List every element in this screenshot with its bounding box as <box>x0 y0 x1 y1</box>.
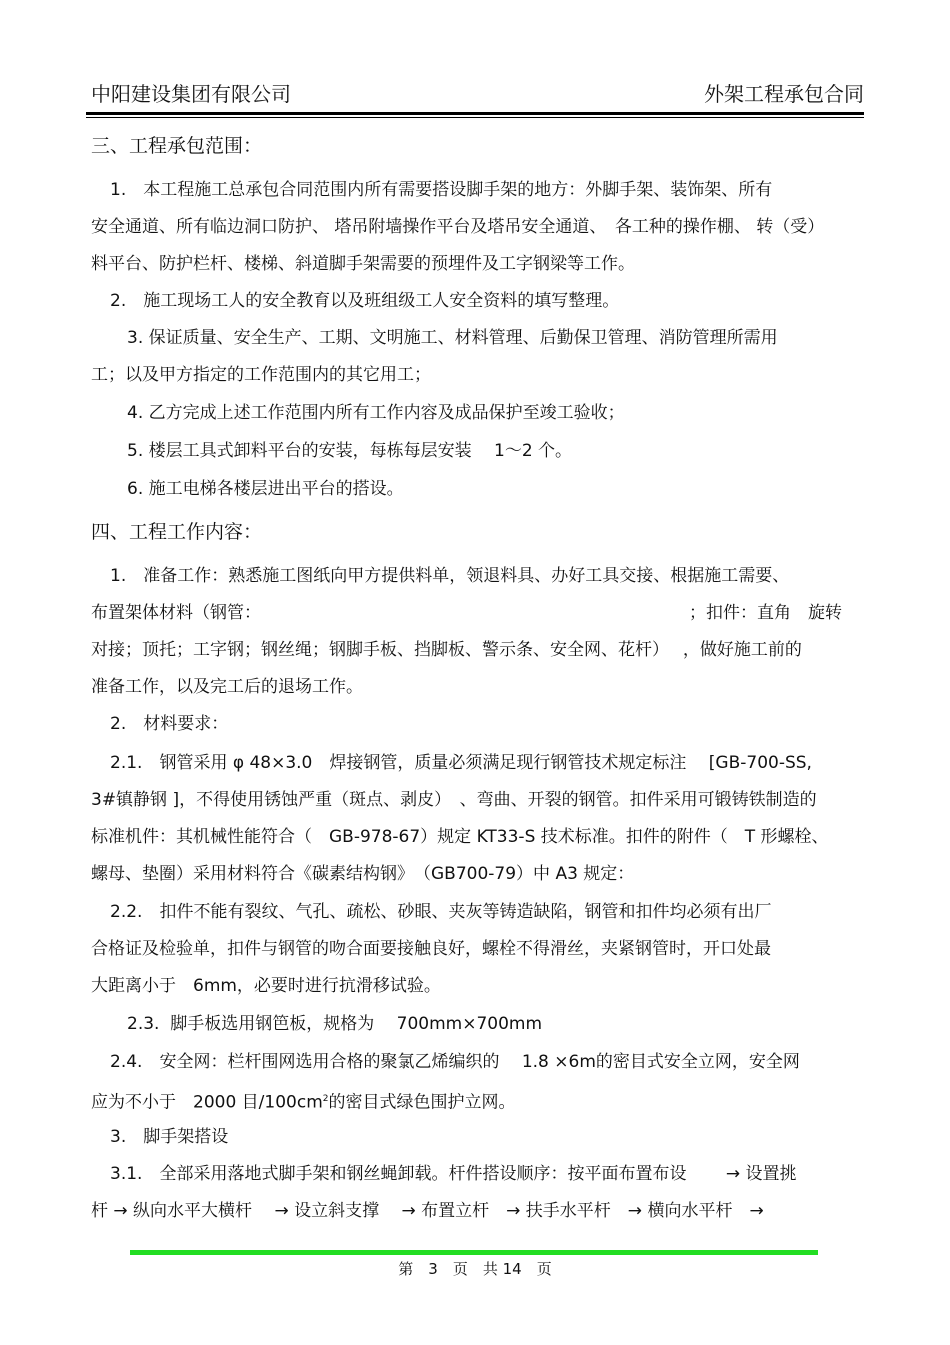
header-rule-thin <box>86 117 864 118</box>
sec4-line-12: 大距离小于 6mm，必要时进行抗滑移试验。 <box>91 976 441 996</box>
sec4-line-14: 2.4. 安全网：栏杆围网选用合格的聚氯乙烯编织的 1.8 ×6m的密目式安全立网，安全网 <box>110 1052 800 1072</box>
sec4-line-8: 标准机件：其机械性能符合（ GB-978-67）规定 KT33-S 技术标准。扣件的附件（ T 形螺栓、 <box>91 827 829 847</box>
sec3-line-5: 3. 保证质量、安全生产、工期、文明施工、材料管理、后勤保卫管理、消防管理所需用 <box>127 328 778 348</box>
sec4-line-10: 2.2. 扣件不能有裂纹、气孔、疏松、砂眼、夹灰等铸造缺陷，钢管和扣件均必须有出厂 <box>110 902 772 922</box>
sec4-line-13: 2.3. 脚手板选用钢笆板，规格为 700mm×700mm <box>127 1014 543 1034</box>
sec3-line-1: 1. 本工程施工总承包合同范围内所有需要搭设脚手架的地方：外脚手架、装饰架、所有 <box>110 180 773 200</box>
sec4-line-5: 2. 材料要求： <box>110 714 229 734</box>
header-rule-thick <box>86 112 864 115</box>
sec3-line-9: 6. 施工电梯各楼层进出平台的搭设。 <box>127 479 404 499</box>
sec4-line-15 <box>91 1088 515 1114</box>
sec4-line-17: 3.1. 全部采用落地式脚手架和钢丝蝇卸载。杆件搭设顺序：按平面布置布设 → 设置挑 <box>110 1164 797 1184</box>
sec4-line-4: 准备工作，以及完工后的退场工作。 <box>91 677 363 697</box>
sec4-line-7: 3#镇静钢 ]，不得使用锈蚀严重（斑点、剥皮） 、弯曲、开裂的钢管。扣件采用可锻铸铁制造的 <box>91 790 817 810</box>
sec4-line-18: 杆 → 纵向水平大横杆 → 设立斜支撑 → 布置立杆 → 扶手水平杆 → 横向水平杆 → <box>91 1201 764 1221</box>
section-3-heading: 三、工程承包范围： <box>91 135 263 157</box>
page-number: 第 3 页 共 14 页 <box>398 1260 552 1278</box>
footer-rule <box>130 1250 818 1255</box>
sec3-line-4: 2. 施工现场工人的安全教育以及班组级工人安全资料的填写整理。 <box>110 291 620 311</box>
sec4-line-16: 3. 脚手架搭设 <box>110 1127 229 1147</box>
header-doc-title: 外架工程承包合同 <box>704 82 864 106</box>
sec3-line-8: 5. 楼层工具式卸料平台的安装，每栋每层安装 1～2 个。 <box>127 441 573 461</box>
sec3-line-6: 工；以及甲方指定的工作范围内的其它用工； <box>91 365 431 385</box>
sec4-line-2b: ；扣件：直角 旋转 <box>689 603 842 623</box>
sec4-line-6: 2.1. 钢管采用 φ 48×3.0 焊接钢管，质量必须满足现行钢管技术规定标注 [GB-700-SS, <box>110 753 812 773</box>
sec4-line-2a: 布置架体材料（钢管： <box>91 603 261 623</box>
page-header <box>91 78 864 108</box>
sec4-line-15b: 的密目式绿色围护立网。 <box>328 1092 516 1113</box>
sec4-line-3: 对接；顶托；工字钢；钢丝绳；钢脚手板、挡脚板、警示条、安全网、花杆） ，做好施工前的 <box>91 640 802 660</box>
sec4-line-11: 合格证及检验单，扣件与钢管的吻合面要接触良好，螺栓不得滑丝，夹紧钢管时，开口处最 <box>91 939 771 959</box>
superscript-2: 2 <box>322 1094 329 1104</box>
section-4-heading: 四、工程工作内容： <box>91 521 263 543</box>
sec3-line-2: 安全通道、所有临边洞口防护、 塔吊附墙操作平台及塔吊安全通道、 各工种的操作棚、 转（受） <box>91 217 825 237</box>
sec3-line-3: 料平台、防护栏杆、楼梯、斜道脚手架需要的预埋件及工字钢梁等工作。 <box>91 254 635 274</box>
sec3-line-7: 4. 乙方完成上述工作范围内所有工作内容及成品保护至竣工验收； <box>127 403 625 423</box>
sec4-line-15a: 应为不小于 2000 目/100cm <box>91 1092 323 1113</box>
header-company: 中阳建设集团有限公司 <box>91 82 291 106</box>
sec4-line-1: 1. 准备工作：熟悉施工图纸向甲方提供料单，领退料具、办好工具交接、根据施工需要、 <box>110 566 790 586</box>
sec4-line-9: 螺母、垫圈）采用材料符合《碳素结构钢》 （GB700-79）中 A3 规定： <box>91 864 635 884</box>
